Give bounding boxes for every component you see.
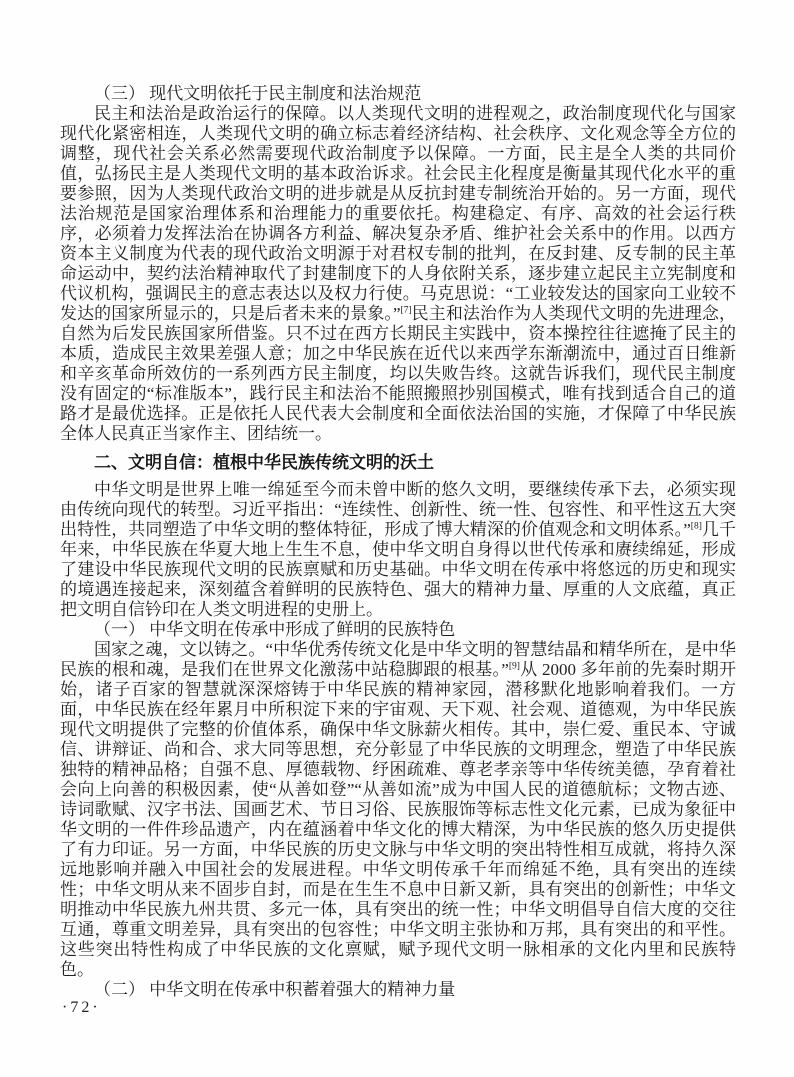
citation-ref-9: [9] xyxy=(508,661,520,672)
text-column xyxy=(60,84,736,1000)
subsection-heading-3: （三） 现代文明依托于民主制度和法治规范 xyxy=(94,84,422,103)
paragraph-3-text: 国家之魂，文以铸之。“中华优秀传统文化是中华文明的智慧结晶和精华所在，是中华民族的根和魂，是我们在世界文化激荡中站稳脚跟的根基。” xyxy=(60,640,736,679)
paragraph-2-text: 中华文明是世界上唯一绵延至今而未曾中断的悠久文明，要继续传承下去，必须实现由传统向现代的转型。习近平指出：“连续性、创新性、统一性、包容性、和平性这五大突出特性，共同塑造了中华文明的整体特征，形成了博大精深的价值观念和文明体系。” xyxy=(60,480,736,539)
paragraph-2-text-cont: 几千年来，中华民族在华夏大地上生生不息，使中华文明自身得以世代传承和赓续绵延，形成了建设中华民族现代文明的民族禀赋和历史基础。中华文明在传承中将悠远的历史和现实的境遇连接起来，深刻蕴含着鲜明的民族特色、强大的精神力量、厚重的人文底蕴，真正把文明自信钤印在人类文明进程的史册上。 xyxy=(60,520,737,619)
paragraph-1 xyxy=(60,104,736,444)
subsection-heading-2: （二） 中华文明在传承中积蓄着强大的精神力量 xyxy=(94,980,456,999)
paragraph-1-text: 民主和法治是政治运行的保障。以人类现代文明的进程观之，政治制度现代化与国家现代化紧密相连，人类现代文明的确立标志着经济结构、社会秩序、文化观念等全方位的调整，现代社会关系必然需要现代政治制度予以保障。一方面，民主是全人类的共同价值，弘扬民主是人类现代文明的基本政治诉求。社会民主化程度是衡量其现代化水平的重要参照，因为人类现代政治文明的进步就是从反抗封建专制统治开始的。另一方面，现代法治规范是国家治理体系和治理能力的重要依托。构建稳定、有序、高效的社会运行秩序，必须着力发挥法治在协调各方利益、解决复杂矛盾、维护社会关系中的作用。以西方资本主义制度为代表的现代政治文明源于对君权专制的批判，在反封建、反专制的民主革命运动中，契约法治精神取代了封建制度下的人身依附关系，逐步建立起民主立宪制度和代议机构，强调民主的意志表达以及权力行使。马克思说：“工业较发达的国家向工业较不发达的国家所显示的，只是后者未来的景象。” xyxy=(60,104,736,323)
paragraph-2 xyxy=(60,480,736,620)
section-heading-2: 二、文明自信：植根中华民族传统文明的沃土 xyxy=(94,453,434,472)
paragraph-1-text-cont: 民主和法治作为人类现代文明的先进理念，自然为后发民族国家所借鉴。只不过在西方长期民主实践中，资本操控往往遮掩了民主的本质，造成民主效果差强人意；加之中华民族在近代以来西学东渐潮流中，通过百日维新和辛亥革命所效仿的一系列西方民主制度，均以失败告终。这就告诉我们，现代民主制度没有固定的“标准版本”，践行民主和法治不能照搬照抄别国模式，唯有找到适合自己的道路才是最优选择。正是依托人民代表大会制度和全面依法治国的实施，才保障了中华民族全体人民真正当家作主、团结统一。 xyxy=(60,304,737,443)
citation-ref-8: [8] xyxy=(690,521,702,532)
page-number: ·72· xyxy=(62,999,101,1016)
subsection-heading-1: （一） 中华文明在传承中形成了鲜明的民族特色 xyxy=(94,620,456,639)
citation-ref-7: [7] xyxy=(400,305,412,316)
paragraph-3 xyxy=(60,640,736,980)
paragraph-3-text-cont: 从 2000 多年前的先秦时期开始，诸子百家的智慧就深深熔铸于中华民族的精神家园，潜移默化地影响着我们。一方面，中华民族在经年累月中所积淀下来的宇宙观、天下观、社会观、道德观，为中华民族现代文明提供了完整的价值体系，确保中华文脉薪火相传。其中，崇仁爱、重民本、守诚信、讲辩证、尚和合、求大同等思想，充分彰显了中华民族的文明理念，塑造了中华民族独特的精神品格；自强不息、厚德载物、纾困疏难、尊老孝亲等中华传统美德，孕育着社会向上向善的积极因素，使“从善如登”“从善如流”成为中国人民的道德航标；文物古迹、诗词歌赋、汉字书法、国画艺术、节日习俗、民族服饰等标志性文化元素，已成为象征中华文明的一件件珍品遗产，内在蕴涵着中华文化的博大精深，为中华民族的悠久历史提供了有力印证。另一方面，中华民族的历史文脉与中华文明的突出特性相互成就，将持久深远地影响并融入中国社会的发展进程。中华文明传承千年而绵延不绝，具有突出的连续性；中华文明从来不固步自封，而是在生生不息中日新又新，具有突出的创新性；中华文明推动中华民族九州共贯、多元一体，具有突出的统一性；中华文明倡导自信大度的交往互通，尊重文明差异，具有突出的包容性；中华文明主张协和万邦，具有突出的和平性。这些突出特性构成了中华民族的文化禀赋，赋予现代文明一脉相承的文化内里和民族特色。 xyxy=(60,660,736,979)
